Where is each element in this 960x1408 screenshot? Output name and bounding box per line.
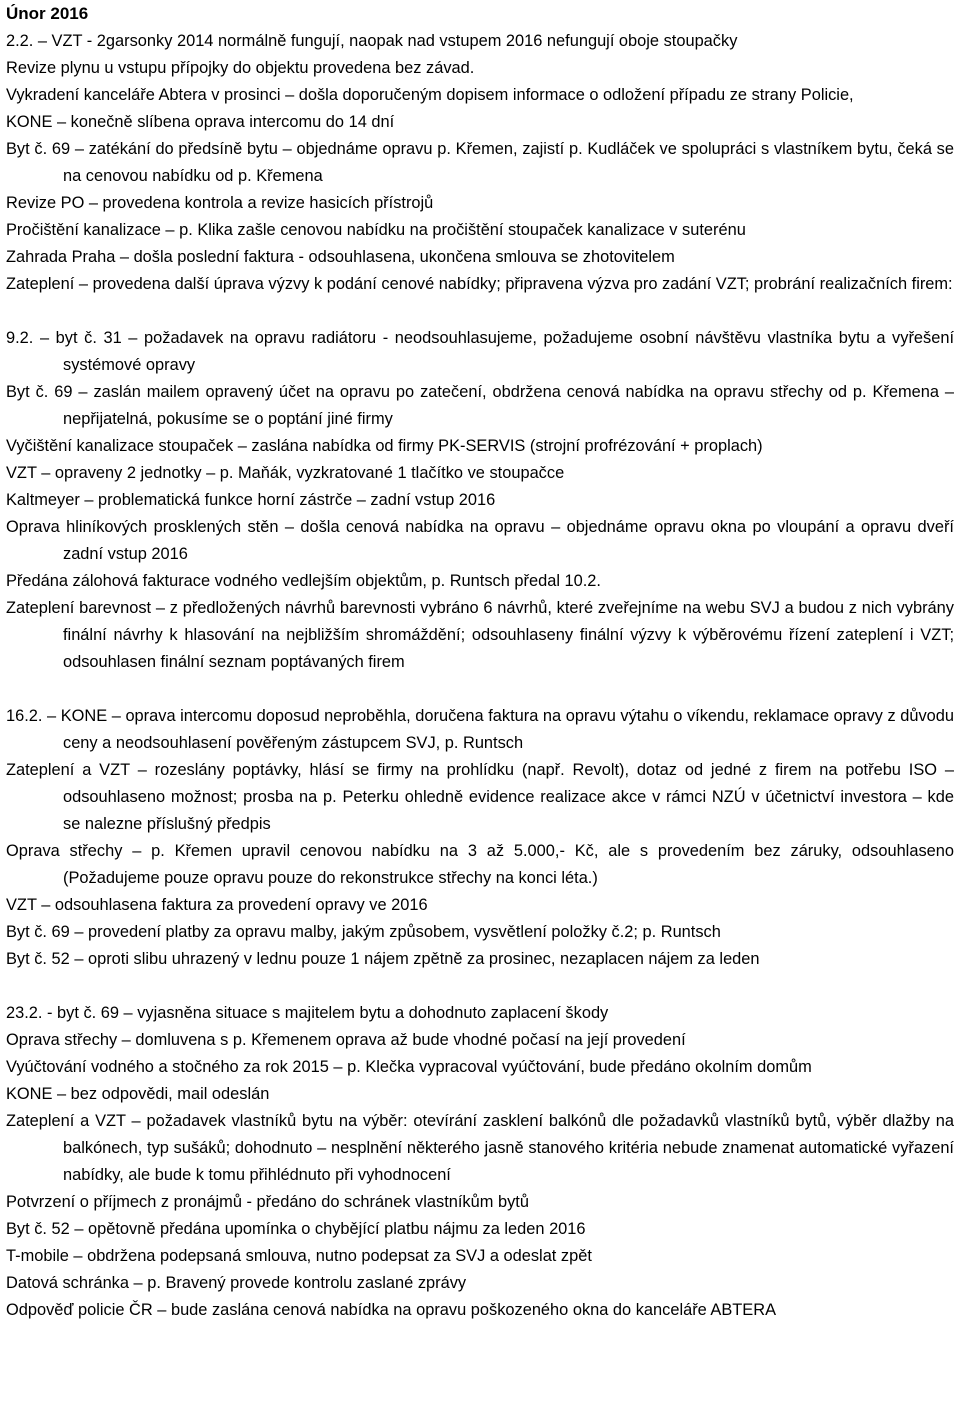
entry-item: Zateplení a VZT – rozeslány poptávky, hlásí se firmy na prohlídku (např. Revolt), dotaz od jedné z firem na potřebu ISO – odsouhlaseno možnost; prosba na p. Peterku ohledně evidence realizace akce v rámci NZÚ v účetnictví investora – kde se nalezne příslušný předpis: [6, 761, 954, 833]
entry-item: KONE – konečně slíbena oprava intercomu do 14 dní: [6, 113, 395, 131]
entry-item: 23.2. - byt č. 69 – vyjasněna situace s majitelem bytu a dohodnuto zaplacení škody: [6, 1004, 609, 1022]
section-spacer: [6, 298, 954, 325]
document-title: Únor 2016: [6, 4, 89, 23]
entry-item: Kaltmeyer – problematická funkce horní zástrče – zadní vstup 2016: [6, 491, 496, 509]
entry-item: Oprava střechy – p. Křemen upravil cenovou nabídku na 3 až 5.000,- Kč, ale s provedením bez záruky, odsouhlaseno (Požadujeme pouze opravu pouze do rekonstrukce střechy na konci léta.): [6, 842, 954, 887]
section-16-2: [6, 703, 954, 973]
entry-item: Byt č. 52 – opětovně předána upomínka o chybějící platbu nájmu za leden 2016: [6, 1220, 586, 1238]
entry-item: 16.2. – KONE – oprava intercomu doposud neproběhla, doručena faktura na opravu výtahu o víkendu, reklamace opravy z důvodu ceny a neodsouhlasení pověřeným zástupcem SVJ, p. Runtsch: [6, 707, 954, 752]
entry-item: Oprava střechy – domluvena s p. Křemenem oprava až bude vhodné počasí na její provedení: [6, 1031, 686, 1049]
entry-item: Revize PO – provedena kontrola a revize hasicích přístrojů: [6, 194, 434, 212]
entry-item: 9.2. – byt č. 31 – požadavek na opravu radiátoru - neodsouhlasujeme, požadujeme osobní návštěvu vlastníka bytu a vyřešení systémové opravy: [6, 329, 954, 374]
entry-item: Vyčištění kanalizace stoupaček – zaslána nabídka od firmy PK-SERVIS (strojní profrézování + proplach): [6, 437, 763, 455]
entry-item: Byt č. 69 – zaslán mailem opravený účet na opravu po zatečení, obdržena cenová nabídka na opravu střechy od p. Křemena – nepřijatelná, pokusíme se o poptání jiné firmy: [6, 383, 954, 428]
entry-item: Zahrada Praha – došla poslední faktura - odsouhlasena, ukončena smlouva se zhotovitelem: [6, 248, 675, 266]
section-23-2: [6, 1000, 954, 1324]
entry-item: Pročištění kanalizace – p. Klika zašle cenovou nabídku na pročištění stoupaček kanalizace v suterénu: [6, 221, 746, 239]
entry-item: Potvrzení o příjmech z pronájmů - předáno do schránek vlastníkům bytů: [6, 1193, 529, 1211]
entry-item: 2.2. – VZT - 2garsonky 2014 normálně fungují, naopak nad vstupem 2016 nefungují oboje stoupačky: [6, 32, 738, 50]
entry-item: Předána zálohová fakturace vodného vedlejším objektům, p. Runtsch předal 10.2.: [6, 572, 601, 590]
entry-item: Vykradení kanceláře Abtera v prosinci – došla doporučeným dopisem informace o odložení případu ze strany Policie,: [6, 86, 854, 104]
entry-item: Zateplení – provedena další úprava výzvy k podání cenové nabídky; připravena výzva pro zadání VZT; probrání realizačních firem:: [6, 275, 953, 293]
entry-item: Datová schránka – p. Bravený provede kontrolu zaslané zprávy: [6, 1274, 467, 1292]
entry-item: Odpověď policie ČR – bude zaslána cenová nabídka na opravu poškozeného okna do kanceláře ABTERA: [6, 1301, 777, 1319]
entry-item: Zateplení barevnost – z předložených návrhů barevnosti vybráno 6 návrhů, které zveřejníme na webu SVJ a budou z nich vybrány finální návrhy k hlasování na nejbližším shromáždění; odsouhlaseny finální výzvy k výběrovému řízení zateplení i VZT; odsouhlasen finální seznam poptávaných firem: [6, 599, 954, 671]
entry-item: Vyúčtování vodného a stočného za rok 2015 – p. Klečka vypracoval vyúčtování, bude předáno okolním domům: [6, 1058, 812, 1076]
entry-item: Byt č. 69 – provedení platby za opravu malby, jakým způsobem, vysvětlení položky č.2; p. Runtsch: [6, 923, 721, 941]
section-2-2: [6, 28, 954, 298]
entry-item: Byt č. 52 – oproti slibu uhrazený v lednu pouze 1 nájem zpětně za prosinec, nezaplacen nájem za leden: [6, 950, 760, 968]
section-9-2: [6, 325, 954, 676]
entry-item: Byt č. 69 – zatékání do předsíně bytu – objednáme opravu p. Křemen, zajistí p. Kudláček ve spolupráci s vlastníkem bytu, čeká se na cenovou nabídku od p. Křemena: [6, 140, 954, 185]
entry-item: Zateplení a VZT – požadavek vlastníků bytu na výběr: otevírání zasklení balkónů dle požadavků vlastníků bytů, výběr dlažby na balkónech, typ sušáků; dohodnuto – nesplnění některého jasně stanového kritéria nebude znamenat automatické vyřazení nabídky, ale bude k tomu přihlédnuto při vyhodnocení: [6, 1112, 954, 1184]
entry-item: T-mobile – obdržena podepsaná smlouva, nutno podepsat za SVJ a odeslat zpět: [6, 1247, 592, 1265]
entry-item: VZT – odsouhlasena faktura za provedení opravy ve 2016: [6, 896, 428, 914]
section-spacer: [6, 676, 954, 703]
entry-item: VZT – opraveny 2 jednotky – p. Maňák, vyzkratované 1 tlačítko ve stoupačce: [6, 464, 565, 482]
entry-item: Revize plynu u vstupu přípojky do objektu provedena bez závad.: [6, 59, 475, 77]
entry-item: Oprava hliníkových prosklených stěn – došla cenová nabídka na opravu – objednáme opravu okna po vloupání a opravu dveří zadní vstup 2016: [6, 518, 954, 563]
section-spacer: [6, 973, 954, 1000]
entry-item: KONE – bez odpovědi, mail odeslán: [6, 1085, 270, 1103]
